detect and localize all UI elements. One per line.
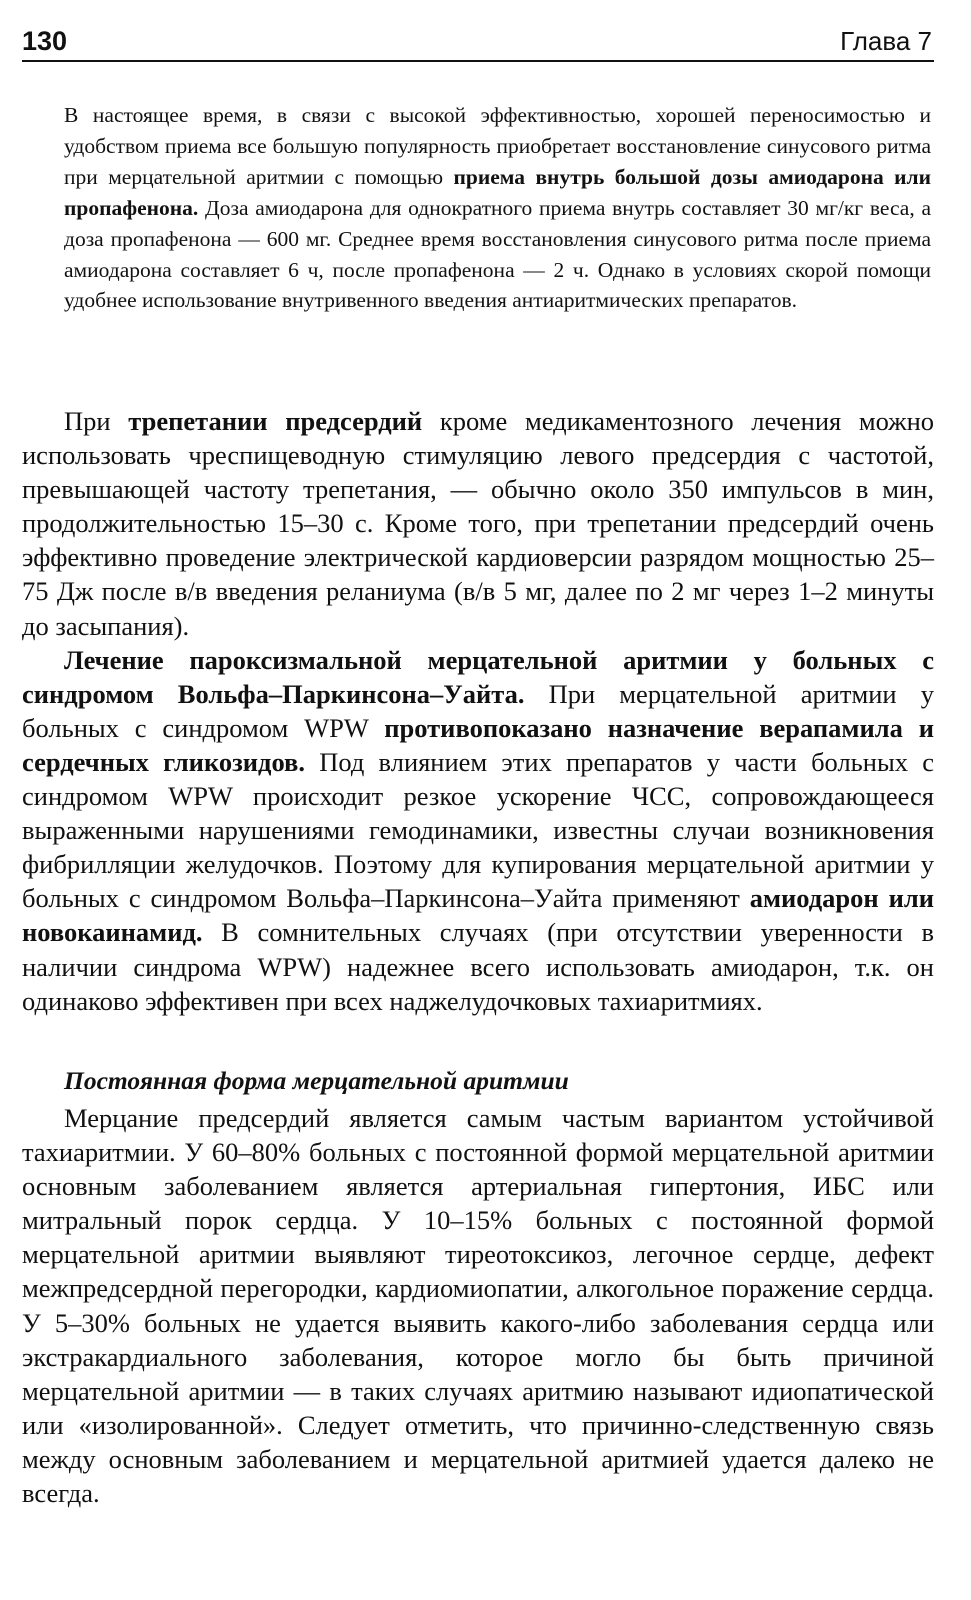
paragraph-wpw-treatment (22, 643, 934, 1018)
paragraph-text: При мерцательной аритмии у больных с синдромом WPW (22, 678, 934, 743)
inset-paragraph-block (64, 100, 931, 316)
paragraph-emphasis: противопоказано назначение верапамила и сердечных гликозидов. (22, 712, 934, 777)
inset-text: В настоящее время, в связи с высокой эффективностью, хорошей переносимостью и удобством приема все большую популярность приобретает восстановление синусового ритма при мерцательной аритмии с помощью (64, 103, 931, 189)
paragraph-text: Под влиянием этих препаратов у части больных с синдромом WPW происходит резкое ускорение ЧСС, сопровождающееся выраженными нарушениями гемодинамики, известны случаи возникновения фибрилляции желудочков. Поэтому для купирования мерцательной аритмии у больных с синдромом Вольфа–Паркинсона–Уайта применяют (22, 746, 934, 914)
paragraph-text: В сомнительных случаях (при отсутствии уверенности в наличии синдрома WPW) надежнее всего использовать амиодарон, т.к. он одинаково эффективен при всех наджелудочковых тахиаритмиях. (22, 917, 934, 1016)
inset-paragraph (64, 100, 931, 316)
paragraph-text: кроме медикаментозного лечения можно использовать чреспищеводную стимуляцию левого предсердия с частотой, превышающей частоту трепетания, — обычно около 350 импульсов в мин, продолжительностью 15–30 с. Кроме того, при трепетании предсердий очень эффективно проведение электрической кардиоверсии разрядом мощностью 25–75 Дж после в/в введения реланиума (в/в 5 мг, далее по 2 мг через 1–2 минуты до засыпания). (22, 406, 934, 641)
chapter-title: Глава 7 (840, 26, 932, 56)
paragraph-emphasis: трепетании предсердий (128, 406, 423, 436)
paragraph-run-in-heading: Лечение пароксизмальной мерцательной аритмии у больных с синдромом Вольфа–Паркинсона–Уайта. (22, 644, 934, 709)
inset-text: Доза амиодарона для однократного приема внутрь составляет 30 мг/кг веса, а доза пропафенона — 600 мг. Среднее время восстановления синусового ритма после приема амиодарона составляет 6 ч, после пропафенона — 2 ч. Однако в условиях скорой помощи удобнее использование внутривенного введения антиаритмических препаратов. (64, 195, 931, 313)
paragraph-text: При (64, 406, 129, 436)
inset-emphasis: приема внутрь большой дозы амиодарона или пропафенона. (64, 164, 931, 220)
section-heading: Постоянная форма мерцательной аритмии (64, 1066, 569, 1095)
running-header (22, 24, 934, 62)
main-text-block (22, 404, 934, 1018)
paragraph-atrial-flutter (22, 404, 934, 643)
paragraph-permanent-af: Мерцание предсердий является самым частым вариантом устойчивой тахиаритмии. У 60–80% больных с постоянной формой мерцательной аритмии основным заболеванием является артериальная гипертония, ИБС или митральный порок сердца. У 10–15% больных с постоянной формой мерцательной аритмии выявляют тиреотоксикоз, легочное сердце, дефект межпредсердной перегородки, кардиомиопатии, алкогольное поражение сердца. У 5–30% больных не удается выявить какого-либо заболевания сердца или экстракардиального заболевания, которое могло бы быть причиной мерцательной аритмии — в таких случаях аритмию называют идиопатической или «изолированной». Следует отметить, что причинно-следственную связь между основным заболеванием и мерцательной аритмией удается далеко не всегда. (22, 1103, 934, 1509)
paragraph-emphasis: амиодарон или новокаинамид. (22, 883, 934, 948)
page-number: 130 (22, 26, 68, 56)
section-text-block (22, 1101, 934, 1510)
book-page (22, 0, 934, 1600)
